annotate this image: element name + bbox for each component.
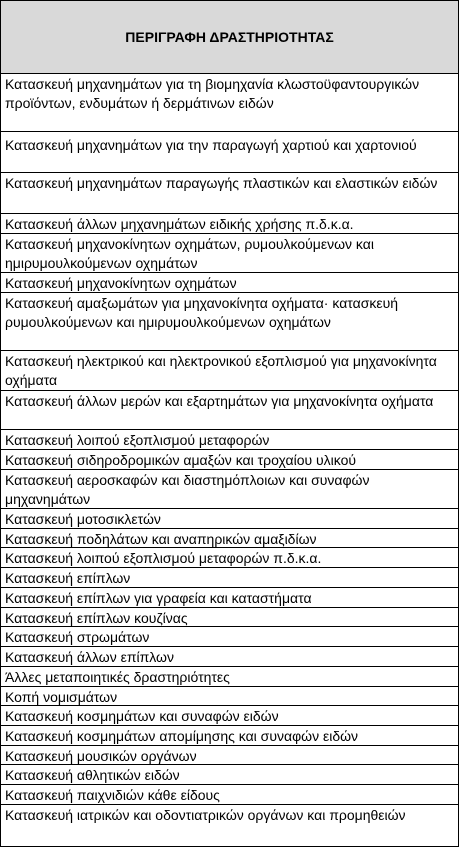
table-row	[1, 785, 458, 805]
row-text: Κατασκευή κοσμημάτων απομίμησης και συναφών ειδών	[5, 728, 359, 744]
table-row	[1, 173, 458, 214]
row-text: Κοπή νομισμάτων	[5, 689, 118, 705]
row-text: Κατασκευή μηχανημάτων για τη βιομηχανία κλωστοϋφαντουργικών προϊόντων, ενδυμάτων ή δερμάτινων ειδών	[5, 76, 420, 111]
row-text: Κατασκευή ηλεκτρικού και ηλεκτρονικού εξοπλισμού για μηχανοκίνητα οχήματα	[5, 353, 437, 388]
table-row	[1, 568, 458, 588]
table-row	[1, 351, 458, 391]
table-row	[1, 608, 458, 627]
row-text: Κατασκευή αεροσκαφών και διαστημόπλοιων και συναφών μηχανημάτων	[5, 472, 370, 507]
row-text: Κατασκευή άλλων επίπλων	[5, 649, 174, 665]
row-text: Κατασκευή λοιπού εξοπλισμού μεταφορών	[5, 432, 270, 448]
table-row	[1, 627, 458, 647]
row-text: Κατασκευή επίπλων	[5, 570, 131, 586]
table-row	[1, 726, 458, 746]
table-row	[1, 470, 458, 509]
row-text: Κατασκευή στρωμάτων	[5, 629, 150, 645]
row-text: Κατασκευή λοιπού εξοπλισμού μεταφορών π.δ.κ.α.	[5, 550, 322, 566]
table-row	[1, 430, 458, 450]
table-row	[1, 805, 458, 847]
row-text: Κατασκευή κοσμημάτων και συναφών ειδών	[5, 708, 279, 724]
table-row	[1, 746, 458, 765]
table-row	[1, 765, 458, 785]
row-text: Κατασκευή μουσικών οργάνων	[5, 748, 197, 764]
table-row	[1, 234, 458, 273]
row-text: Άλλες μεταποιητικές δραστηριότητες	[5, 669, 230, 685]
table-row	[1, 667, 458, 687]
table-row	[1, 706, 458, 726]
row-text: Κατασκευή ιατρικών και οδοντιατρικών οργάνων και προμηθειών	[5, 807, 406, 823]
table-header	[1, 1, 458, 74]
row-text: Κατασκευή μηχανημάτων για την παραγωγή χαρτιού και χαρτονιού	[5, 137, 417, 153]
row-text: Κατασκευή άλλων μηχανημάτων ειδικής χρήσης π.δ.κ.α.	[5, 216, 354, 232]
table-row	[1, 687, 458, 706]
row-text: Κατασκευή μηχανημάτων παραγωγής πλαστικών και ελαστικών ειδών	[5, 175, 438, 191]
row-text: Κατασκευή αμαξωμάτων για μηχανοκίνητα οχήματα· κατασκευή ρυμουλκούμενων και ημιρυμουλκούμενων οχημάτων	[5, 295, 399, 330]
table-row	[1, 450, 458, 470]
row-text: Κατασκευή μηχανοκίνητων οχημάτων	[5, 275, 237, 291]
table-row	[1, 647, 458, 667]
row-text: Κατασκευή αθλητικών ειδών	[5, 767, 180, 783]
table-row	[1, 391, 458, 430]
table-row	[1, 588, 458, 608]
table-row	[1, 74, 458, 132]
table-row	[1, 293, 458, 351]
row-text: Κατασκευή παιχνιδιών κάθε είδους	[5, 787, 220, 803]
table-row	[1, 509, 458, 529]
table-row	[1, 273, 458, 293]
row-text: Κατασκευή επίπλων για γραφεία και καταστήματα	[5, 590, 312, 606]
table-row	[1, 529, 458, 548]
row-text: Κατασκευή ποδηλάτων και αναπηρικών αμαξιδίων	[5, 531, 317, 547]
row-text: Κατασκευή μοτοσικλετών	[5, 511, 161, 527]
table-row	[1, 548, 458, 568]
row-text: Κατασκευή άλλων μερών και εξαρτημάτων για μηχανοκίνητα οχήματα	[5, 393, 434, 409]
row-text: Κατασκευή μηχανοκίνητων οχημάτων, ρυμουλκούμενων και ημιρυμουλκούμενων οχημάτων	[5, 236, 374, 271]
row-text: Κατασκευή σιδηροδρομικών αμαξών και τροχαίου υλικού	[5, 452, 357, 468]
table-row	[1, 214, 458, 234]
row-text: Κατασκευή επίπλων κουζίνας	[5, 610, 188, 626]
table-row	[1, 132, 458, 173]
header-label: ΠΕΡΙΓΡΑΦΗ ΔΡΑΣΤΗΡΙΟΤΗΤΑΣ	[125, 29, 334, 45]
